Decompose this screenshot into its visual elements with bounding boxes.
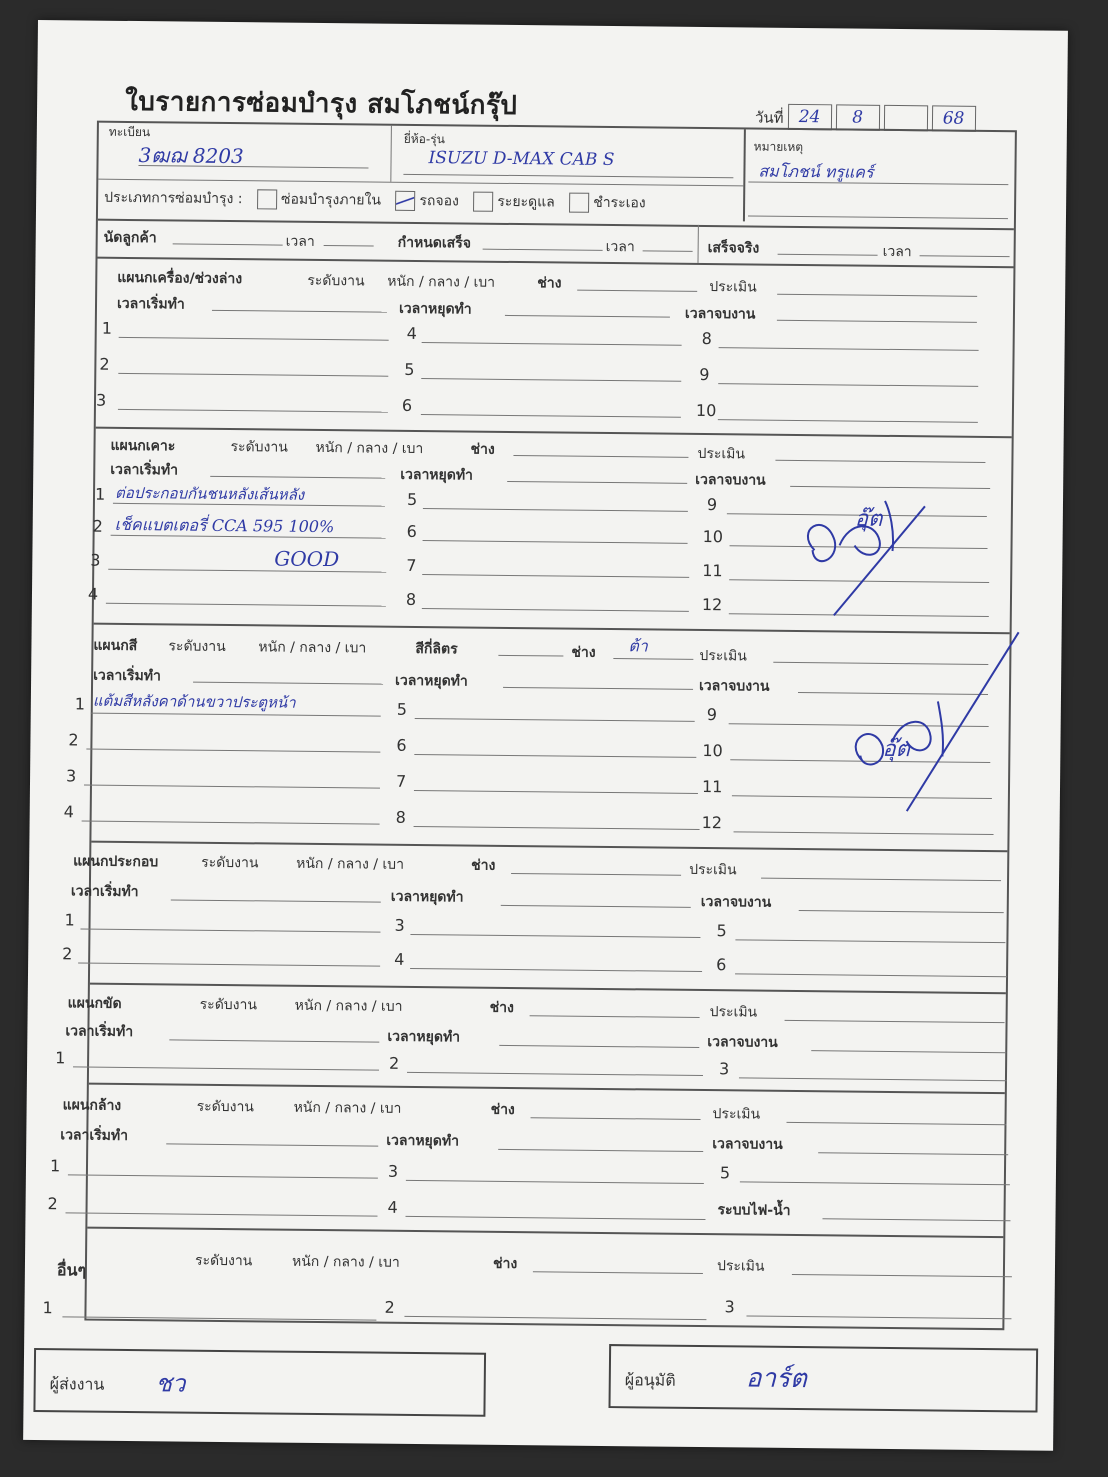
- approver-box: [608, 1344, 1038, 1412]
- repair-type-label: ประเภทการซ่อมบำรุง :: [104, 189, 243, 208]
- due-label: กำหนดเสร็จ: [397, 234, 472, 252]
- engine-stop-label: เวลาหยุดทำ: [398, 300, 472, 318]
- checkbox-maintenance[interactable]: [473, 192, 493, 212]
- model-label: ยี่ห้อ-รุ่น: [403, 131, 445, 147]
- assembly-section-title: แผนกประกอบ: [73, 853, 159, 871]
- done-time-label: เวลา: [882, 243, 912, 261]
- engine-level-label: ระดับงาน: [307, 272, 365, 290]
- other-level-options: หนัก / กลาง / เบา: [291, 1253, 400, 1271]
- body-start-label: เวลาเริ่มทำ: [110, 461, 179, 479]
- plate-value: 3ฒฌ 8203: [138, 143, 244, 169]
- paint-level-options: หนัก / กลาง / เบา: [258, 639, 367, 657]
- body-tech-label: ช่าง: [470, 441, 495, 458]
- polish-eval-label: ประเมิน: [709, 1004, 758, 1021]
- repair-type-self-pay: ชำระเอง: [593, 194, 646, 212]
- model-value: ISUZU D-MAX CAB S: [428, 148, 615, 171]
- engine-eval-label: ประเมิน: [709, 279, 757, 296]
- body-item-2: เช็คแบตเตอรี่ CCA 595 100%: [114, 514, 335, 537]
- other-section-title: อื่นๆ: [56, 1260, 87, 1280]
- polish-start-label: เวลาเริ่มทำ: [65, 1023, 134, 1041]
- wash-tech-label: ช่าง: [490, 1101, 515, 1119]
- body-section-title: แผนกเคาะ: [110, 437, 176, 455]
- other-level-label: ระดับงาน: [194, 1252, 253, 1270]
- date-label: วันที่: [754, 108, 784, 127]
- body-level-options: หนัก / กลาง / เบา: [315, 439, 424, 458]
- form-title: ใบรายการซ่อมบำรุง สมโภชน์กรุ๊ป: [124, 86, 518, 122]
- polish-stop-label: เวลาหยุดทำ: [387, 1028, 461, 1046]
- paint-tech-value: ต้า: [628, 636, 648, 656]
- repair-type-reserved: รถจอง: [419, 193, 459, 210]
- sender-signature: ชว: [155, 1369, 186, 1398]
- date-month: 8: [835, 104, 879, 130]
- polish-level-options: หนัก / กลาง / เบา: [294, 997, 403, 1015]
- paint-stop-label: เวลาหยุดทำ: [395, 672, 468, 690]
- sender-label: ผู้ส่งงาน: [49, 1374, 105, 1394]
- wash-level-label: ระดับงาน: [196, 1098, 255, 1116]
- wash-extra-label: ระบบไฟ-น้ำ: [717, 1202, 791, 1219]
- remark-value: สมโภชน์ ทรูแคร์: [758, 161, 874, 182]
- checkbox-self-pay[interactable]: [569, 193, 589, 213]
- other-tech-label: ช่าง: [492, 1255, 518, 1273]
- engine-start-label: เวลาเริ่มทำ: [116, 295, 185, 313]
- appointment-label: นัดลูกค้า: [103, 229, 157, 247]
- date-year: 68: [931, 105, 975, 131]
- polish-tech-label: ช่าง: [489, 999, 514, 1017]
- repair-form-paper: [23, 20, 1068, 1451]
- assembly-tech-label: ช่าง: [471, 857, 496, 874]
- polish-section-title: แผนกขัด: [67, 995, 122, 1012]
- body-end-label: เวลาจบงาน: [695, 471, 766, 489]
- paint-liters-label: สีกี่ลิตร: [415, 640, 458, 658]
- done-label: เสร็จจริง: [707, 240, 760, 257]
- appointment-time-label: เวลา: [285, 233, 315, 250]
- approver-label: ผู้อนุมัติ: [624, 1370, 676, 1390]
- paint-tech-label: ช่าง: [571, 644, 596, 661]
- paint-signature-mark: [822, 620, 1024, 822]
- remark-label: หมายเหตุ: [753, 139, 804, 155]
- paint-start-label: เวลาเริ่มทำ: [93, 667, 161, 685]
- assembly-start-label: เวลาเริ่มทำ: [70, 883, 139, 901]
- sender-box: [33, 1348, 486, 1417]
- paint-item-1: แต้มสีหลังคาด้านขวาประตูหน้า: [92, 691, 296, 712]
- wash-level-options: หนัก / กลาง / เบา: [293, 1099, 402, 1117]
- body-level-label: ระดับงาน: [230, 439, 288, 456]
- wash-eval-label: ประเมิน: [712, 1106, 761, 1123]
- assembly-stop-label: เวลาหยุดทำ: [390, 888, 464, 906]
- approver-signature: อาร์ต: [745, 1363, 808, 1395]
- other-eval-label: ประเมิน: [716, 1258, 765, 1275]
- wash-end-label: เวลาจบงาน: [712, 1136, 783, 1153]
- body-stop-label: เวลาหยุดทำ: [400, 466, 474, 484]
- paint-eval-label: ประเมิน: [699, 647, 747, 665]
- paint-section-title: แผนกสี: [93, 637, 138, 655]
- wash-start-label: เวลาเริ่มทำ: [60, 1127, 129, 1145]
- paint-end-label: เวลาจบงาน: [698, 677, 770, 695]
- assembly-level-label: ระดับงาน: [201, 854, 259, 872]
- engine-tech-label: ช่าง: [537, 275, 562, 292]
- paint-level-label: ระดับงาน: [168, 638, 226, 655]
- plate-label: ทะเบียน: [108, 124, 151, 140]
- date-blank: [883, 105, 927, 131]
- engine-level-options: หนัก / กลาง / เบา: [387, 273, 496, 291]
- form-frame: ทะเบียน 3ฒฌ 8203 ยี่ห้อ-รุ่น ISUZU D-MAX CAB S หมายเหตุ สมโภชน์ ทรูแคร์ ประเภทการซ่อมบำรุง : ซ่อมบำรุงภายใน รถจอง ระยะดูแล ชำระเอง นัดลูกค้า เวลา กำหนดเสร็จ เวลา เสร็จจริง เวลา แผนกเครื่อง/ช่วงล่าง ระดับงาน หนัก / กลาง / เบา ช่าง ประเมิน เวลาเริ่มทำ เวลาหยุดทำ เวลาจบงาน 1 4 8 2 5 9 3 6 10 แผนกเคาะ ระดับงาน หนัก / กลาง / เบา ช่าง ประเมิน เวลาเริ่มทำ เวลาหยุดทำ เวลาจบงาน 1 ต่อประกอบกันชนหลังเส้นหลัง 5 9 2 เช็คแบตเตอรี่ CCA 595 100% 6 10 3 GOOD 7 11 4 8 12 อุ๊ต แผนกสี ระดับงาน หนัก / กลาง / เบา สีกี่ลิตร ช่าง ต้า ประเมิน เวลาเริ่มทำ เวลาหยุดทำ เวลาจบงาน 1 แต้มสีหลังคาด้านขวาประตูหน้า 5 9 2 6 10 3 7 11 4 8 12 อุ๊ต แผนกประกอบ ระดับงาน หนัก / กลาง / เบา ช่าง ประเมิน เวลาเริ่มทำ เวลาหยุดทำ เวลาจบงาน 1 3 5 2 4 6 แผนกขัด ระดับงาน หนัก / กลาง / เบา ช่าง ประเมิน เวลาเริ่มทำ เวลาหยุดทำ เวลาจบงาน 1 2 3 แผนกล้าง ระดับงาน หนัก / กลาง / เบา ช่าง ประเมิน เวลาเริ่มทำ เวลาหยุดทำ เวลาจบงาน 1 3 5 2 4 ระบบไฟ-น้ำ อื่นๆ ระดับงาน หนัก / กลาง / เบา ช่าง ประเมิน 1 2 3: [84, 121, 1017, 1331]
- engine-section-title: แผนกเครื่อง/ช่วงล่าง: [117, 269, 243, 288]
- body-item-3: GOOD: [274, 546, 340, 572]
- date-day: 24: [787, 104, 831, 130]
- repair-type-internal: ซ่อมบำรุงภายใน: [280, 191, 382, 209]
- wash-stop-label: เวลาหยุดทำ: [386, 1132, 460, 1150]
- polish-level-label: ระดับงาน: [199, 996, 258, 1014]
- checkbox-reserved[interactable]: [395, 191, 415, 211]
- body-eval-label: ประเมิน: [697, 445, 746, 463]
- wash-section-title: แผนกล้าง: [62, 1097, 122, 1114]
- assembly-eval-label: ประเมิน: [689, 861, 737, 879]
- body-item-1: ต่อประกอบกันชนหลังเส้นหลัง: [114, 483, 305, 504]
- due-time-label: เวลา: [605, 238, 635, 256]
- assembly-end-label: เวลาจบงาน: [700, 893, 772, 911]
- engine-end-label: เวลาจบงาน: [684, 305, 756, 323]
- checkbox-internal[interactable]: [257, 189, 277, 209]
- paint-signature: อุ๊ต: [882, 736, 911, 763]
- repair-type-maintenance: ระยะดูแล: [497, 193, 555, 211]
- polish-end-label: เวลาจบงาน: [707, 1034, 778, 1051]
- body-signature: อุ๊ต: [854, 506, 883, 532]
- body-signature-mark: [794, 490, 995, 622]
- assembly-level-options: หนัก / กลาง / เบา: [296, 855, 405, 873]
